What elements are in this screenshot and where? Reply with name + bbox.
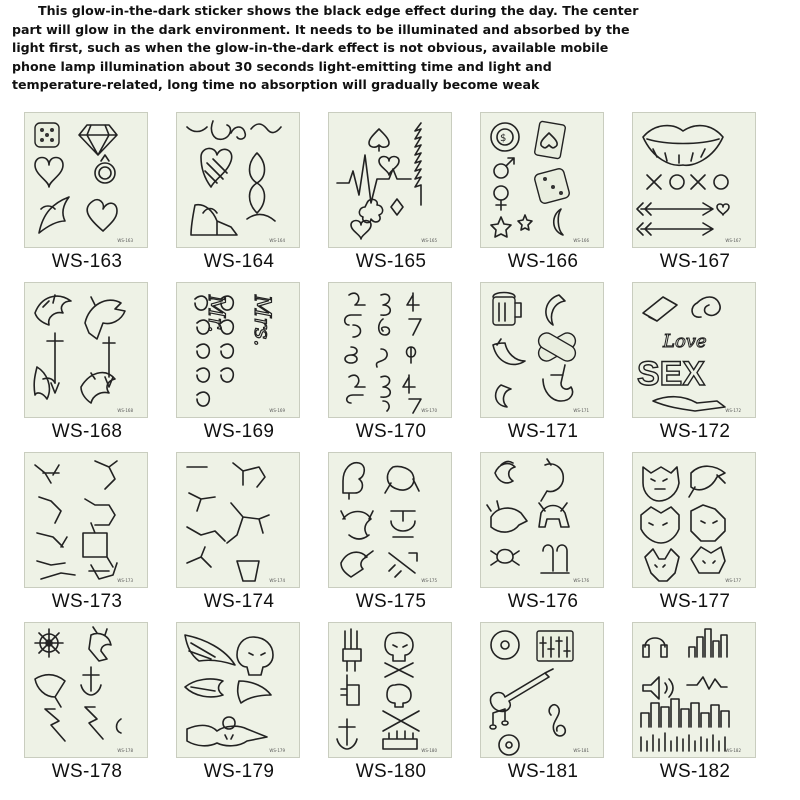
svg-text:Mrs.: Mrs. [249, 295, 274, 347]
sticker-code: WS-177 [725, 578, 741, 583]
sticker-code: WS-176 [573, 578, 589, 583]
sticker-card[interactable] [474, 622, 612, 784]
sticker-label: WS-171 [507, 421, 579, 442]
sticker-sheet [632, 452, 756, 588]
sticker-card[interactable] [626, 112, 764, 274]
sticker-illustration [633, 623, 755, 757]
svg-text:Mr.: Mr. [203, 295, 228, 333]
sticker-illustration [329, 283, 451, 417]
sticker-card[interactable] [322, 452, 460, 614]
sticker-illustration [329, 623, 451, 757]
sticker-illustration [329, 453, 451, 587]
sticker-sheet [176, 452, 300, 588]
sticker-card[interactable] [170, 452, 308, 614]
sticker-illustration [481, 453, 603, 587]
sticker-sheet [480, 282, 604, 418]
sticker-sheet [480, 452, 604, 588]
sticker-illustration [633, 453, 755, 587]
sticker-code: WS-168 [117, 408, 133, 413]
sticker-label: WS-165 [355, 251, 427, 272]
description-line: temperature-related, long time no absorption will gradually become weak [12, 77, 540, 92]
svg-text:Love: Love [663, 331, 707, 352]
sticker-card[interactable] [18, 282, 156, 444]
sticker-label: WS-180 [355, 761, 427, 782]
sticker-label: WS-179 [203, 761, 275, 782]
sticker-code: WS-171 [573, 408, 589, 413]
sticker-code: WS-174 [269, 578, 285, 583]
sticker-sheet [176, 112, 300, 248]
sticker-code: WS-170 [421, 408, 437, 413]
sticker-code: WS-179 [269, 748, 285, 753]
svg-text:$: $ [500, 133, 507, 144]
sticker-card[interactable] [170, 282, 308, 444]
description-line: part will glow in the dark environment. It needs to be illuminated and absorbed by the [12, 21, 630, 37]
sticker-illustration [329, 113, 451, 247]
sticker-label: WS-172 [659, 421, 731, 442]
sticker-card[interactable] [170, 622, 308, 784]
sticker-card[interactable] [322, 282, 460, 444]
sticker-label: WS-169 [203, 421, 275, 442]
sticker-label: WS-178 [51, 761, 123, 782]
description-line: This glow-in-the-dark sticker shows the black edge effect during the day. The center [38, 3, 639, 18]
sticker-illustration [25, 453, 147, 587]
sticker-illustration [481, 113, 603, 247]
sticker-card[interactable] [18, 452, 156, 614]
sticker-illustration [177, 623, 299, 757]
sticker-code: WS-178 [117, 748, 133, 753]
sticker-card[interactable] [474, 112, 612, 274]
description-line: light first, such as when the glow-in-the-dark effect is not obvious, available mobile [12, 40, 609, 55]
sticker-illustration [177, 453, 299, 587]
sticker-sheet [24, 282, 148, 418]
sticker-card[interactable] [474, 282, 612, 444]
sticker-sheet [632, 282, 756, 418]
sticker-card[interactable] [322, 112, 460, 274]
sticker-sheet [632, 622, 756, 758]
sticker-label: WS-176 [507, 591, 579, 612]
sticker-sheet [24, 622, 148, 758]
sticker-sheet [328, 622, 452, 758]
sticker-label: WS-175 [355, 591, 427, 612]
sticker-code: WS-175 [421, 578, 437, 583]
sticker-code: WS-173 [117, 578, 133, 583]
sticker-illustration [25, 623, 147, 757]
sticker-label: WS-182 [659, 761, 731, 782]
sticker-sheet [632, 112, 756, 248]
sticker-card[interactable] [626, 452, 764, 614]
sticker-code: WS-164 [269, 238, 285, 243]
sticker-sheet [24, 452, 148, 588]
sticker-sheet [480, 622, 604, 758]
sticker-sheet [176, 282, 300, 418]
sticker-sheet [328, 452, 452, 588]
sticker-sheet [480, 112, 604, 248]
sticker-illustration [633, 113, 755, 247]
sticker-label: WS-173 [51, 591, 123, 612]
sticker-illustration [481, 623, 603, 757]
sticker-label: WS-166 [507, 251, 579, 272]
sticker-sheet [24, 112, 148, 248]
sticker-card[interactable] [170, 112, 308, 274]
sticker-code: WS-165 [421, 238, 437, 243]
sticker-illustration [481, 283, 603, 417]
sticker-sheet [176, 622, 300, 758]
sticker-code: WS-169 [269, 408, 285, 413]
description-line: phone lamp illumination about 30 seconds light-emitting time and light and [12, 58, 552, 74]
sticker-card[interactable] [18, 112, 156, 274]
sticker-code: WS-167 [725, 238, 741, 243]
sticker-code: WS-182 [725, 748, 741, 753]
sticker-label: WS-170 [355, 421, 427, 442]
sticker-code: WS-180 [421, 748, 437, 753]
sticker-card[interactable] [18, 622, 156, 784]
sticker-card[interactable] [474, 452, 612, 614]
sticker-sheet [328, 282, 452, 418]
sticker-code: WS-181 [573, 748, 589, 753]
sticker-illustration [25, 283, 147, 417]
sticker-illustration [177, 283, 299, 417]
sticker-label: WS-181 [507, 761, 579, 782]
sticker-code: WS-163 [117, 238, 133, 243]
sticker-sheet [328, 112, 452, 248]
sticker-code: WS-172 [725, 408, 741, 413]
sticker-label: WS-163 [51, 251, 123, 272]
sticker-code: WS-166 [573, 238, 589, 243]
sticker-label: WS-168 [51, 421, 123, 442]
sticker-card[interactable] [626, 622, 764, 784]
sticker-label: WS-174 [203, 591, 275, 612]
sticker-label: WS-164 [203, 251, 275, 272]
sticker-illustration [633, 283, 755, 417]
sticker-illustration [177, 113, 299, 247]
sticker-card[interactable] [322, 622, 460, 784]
sticker-illustration [25, 113, 147, 247]
sticker-card[interactable] [626, 282, 764, 444]
sticker-label: WS-177 [659, 591, 731, 612]
sticker-label: WS-167 [659, 251, 731, 272]
svg-text:SEX: SEX [637, 355, 706, 393]
